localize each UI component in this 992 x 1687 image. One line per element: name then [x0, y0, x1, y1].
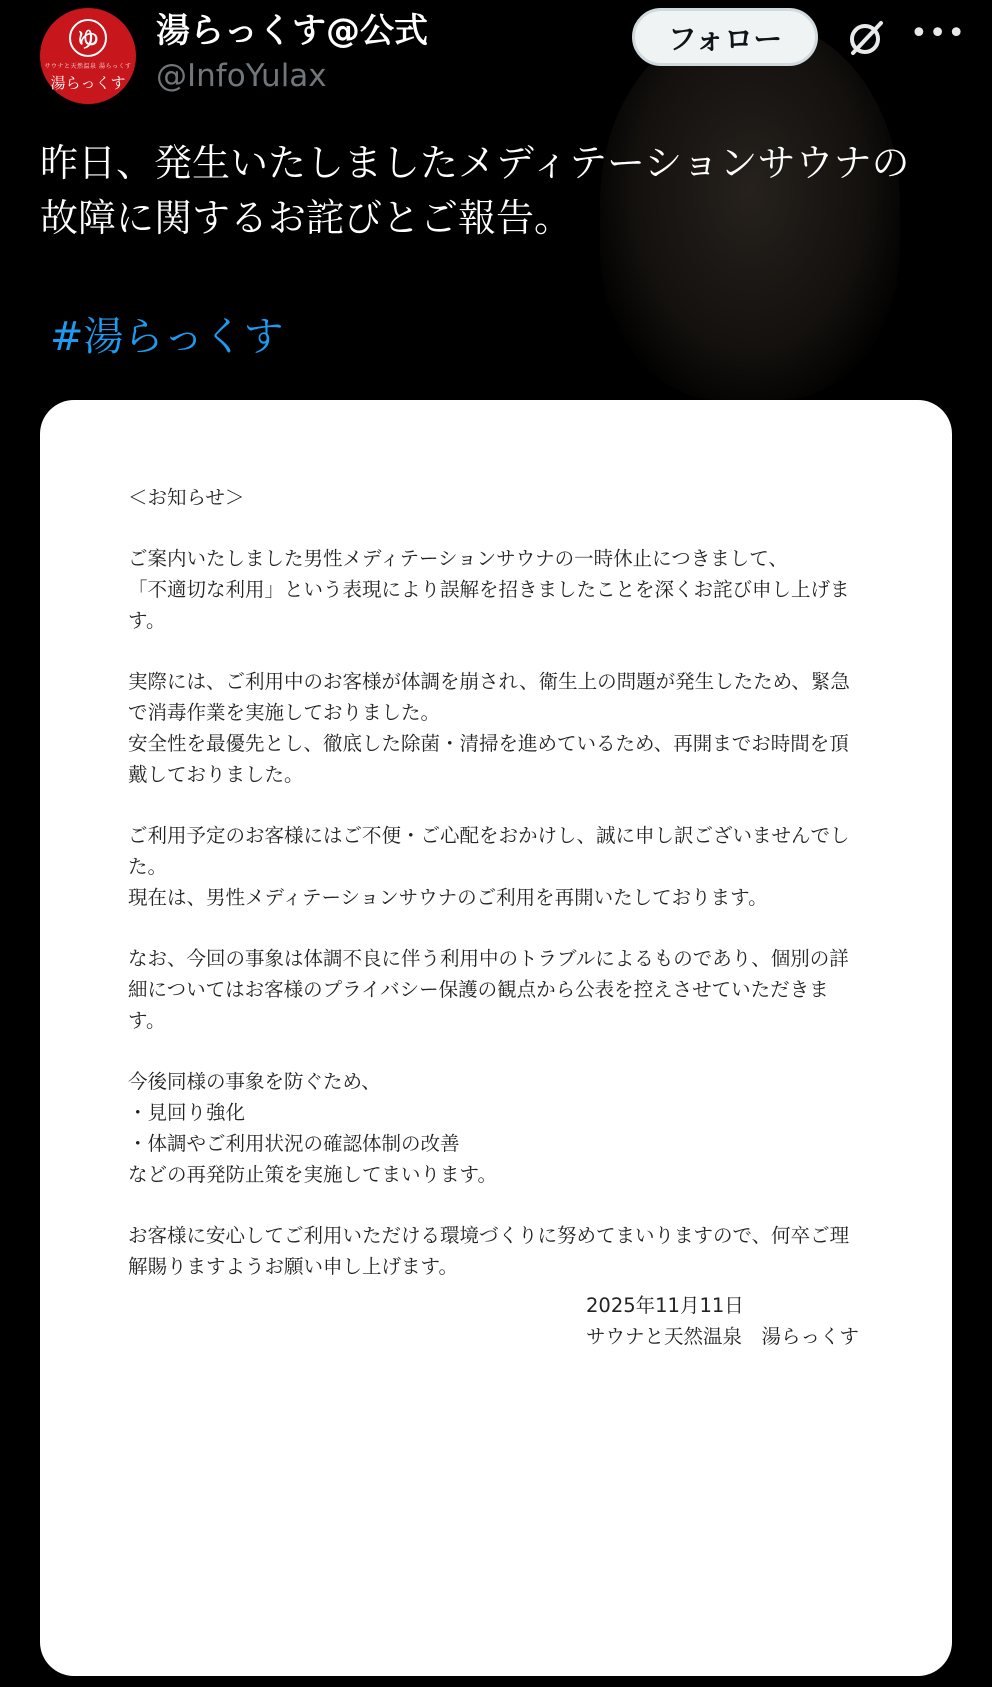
avatar-tagline: サウナと天然温泉 湯らっくす [44, 63, 132, 70]
notice-paragraph: ご利用予定のお客様にはご不便・ご心配をおかけし、誠に申し訳ございませんでし た。 現在は、男性メディテーションサウナのご利用を再開いたしております。 [128, 824, 850, 909]
hashtag-link[interactable]: #湯らっくす [50, 314, 284, 360]
notice-paragraph: お客様に安心してご利用いただける環境づくりに努めてまいりますので、何卒ご理 解賜りますようお願い申し上げます。 [128, 1224, 850, 1278]
notice-paragraph: なお、今回の事象は体調不良に伴う利用中のトラブルによるものであり、個別の詳 細についてはお客様のプライバシー保護の観点から公表を控えさせていただきま す。 [128, 947, 849, 1032]
follow-button[interactable]: フォロー [632, 8, 818, 66]
grok-icon[interactable] [846, 18, 886, 58]
post-header [40, 8, 967, 108]
yulax-logo-icon: ゆ [69, 19, 107, 57]
post-text: 昨日、発生いたしましたメディテーションサウナの故障に関するお詫びとご報告。 [40, 141, 910, 240]
account-name-block[interactable] [156, 8, 428, 98]
notice-paragraph: ご案内いたしました男性メディテーションサウナの一時休止につきまして、 「不適切な利用」という表現により誤解を招きましたことを深くお詫び申し上げま す。 [128, 547, 850, 632]
display-name[interactable]: 湯らっくす@公式 [156, 11, 428, 51]
avatar[interactable] [40, 8, 136, 104]
notice-paragraph: 今後同様の事象を防ぐため、 ・見回り強化 ・体調やご利用状況の確認体制の改善 などの再発防止策を実施してまいります。 [128, 1070, 497, 1186]
account-handle[interactable]: @InfoYulax [156, 58, 327, 94]
notice-signature: サウナと天然温泉 湯らっくす [586, 1325, 860, 1348]
notice-heading: ＜お知らせ＞ [128, 486, 245, 509]
notice-body [128, 482, 868, 1312]
attached-image[interactable] [40, 400, 952, 1676]
notice-date: 2025年11月11日 [586, 1294, 744, 1317]
more-icon[interactable]: ••• [910, 16, 967, 51]
notice-signoff [586, 1290, 859, 1352]
avatar-logo-text: 湯らっくす [50, 74, 126, 92]
notice-paragraph: 実際には、ご利用中のお客様が体調を崩され、衛生上の問題が発生したため、緊急 で消毒作業を実施しておりました。 安全性を最優先とし、徹底した除菌・清掃を進めているため、再開までお時間を頂 戴しておりました。 [128, 670, 850, 786]
